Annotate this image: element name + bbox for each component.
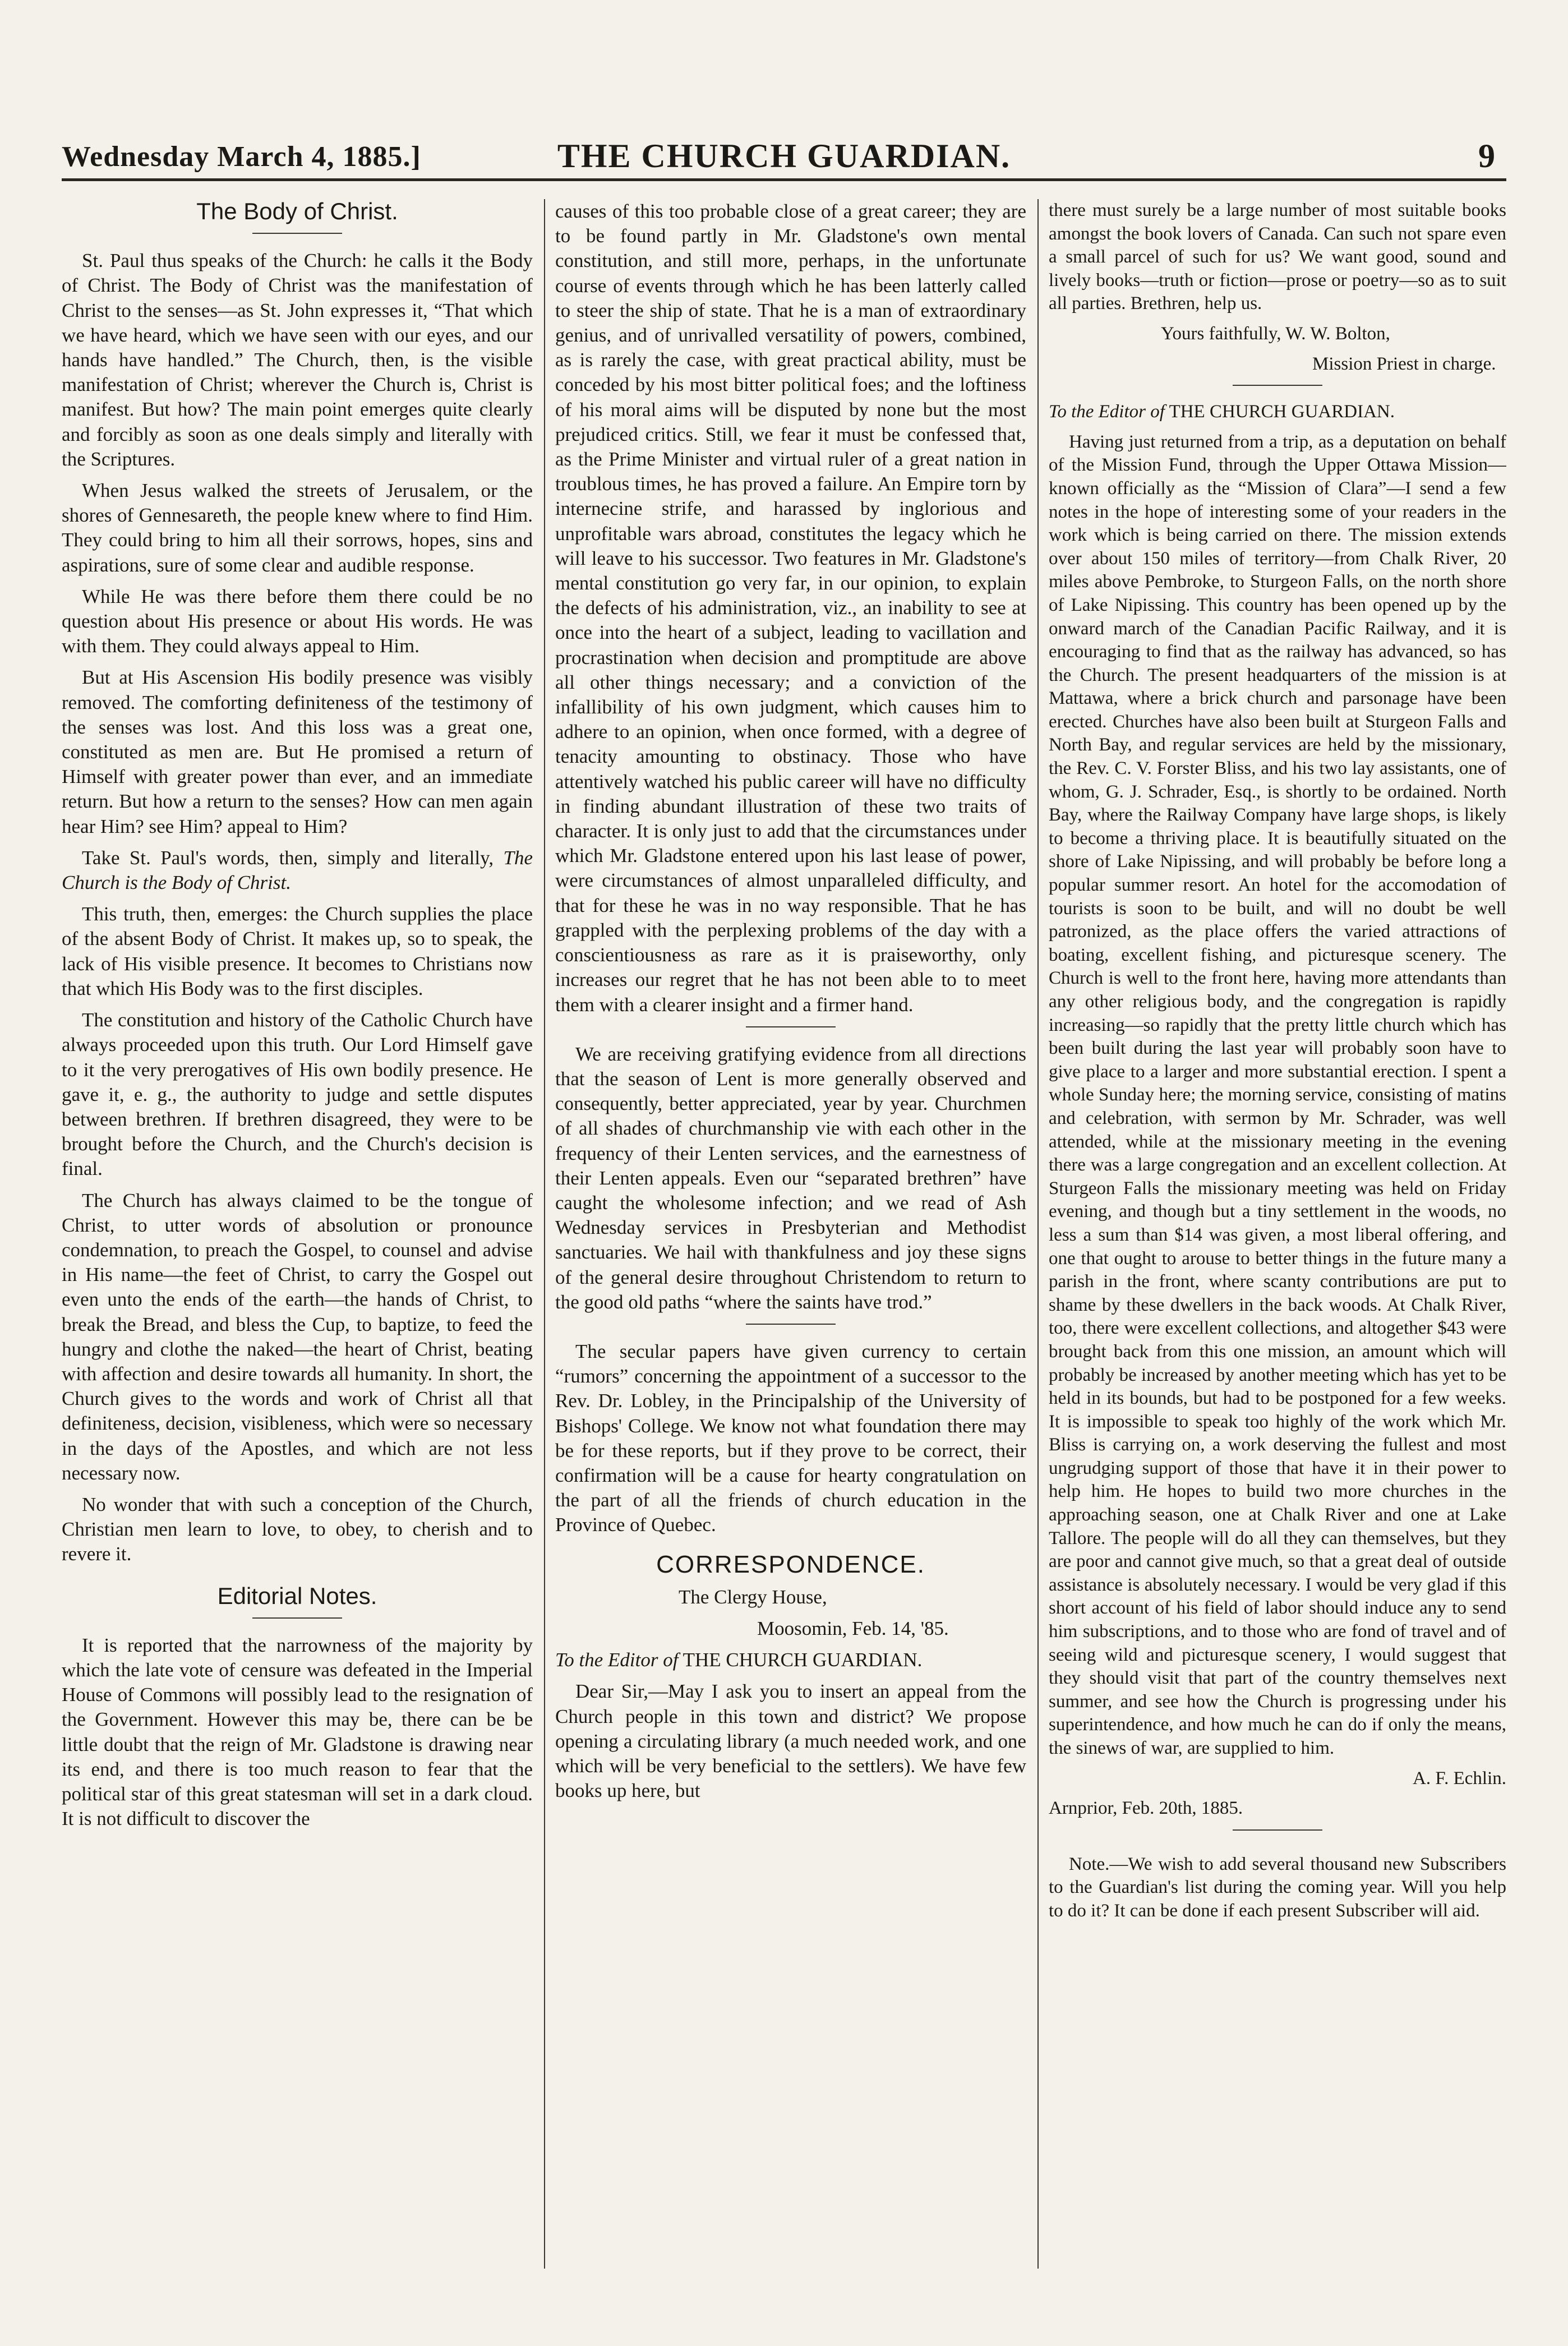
paragraph: No wonder that with such a conception of the Church, Christian men learn to love, to obey, to cherish and to revere it. — [62, 1493, 533, 1565]
short-rule — [1233, 1829, 1322, 1831]
masthead-rule — [62, 178, 1506, 181]
italic-quote: The Church is the Body of Christ. — [62, 846, 533, 894]
short-rule — [252, 233, 342, 234]
paragraph: The constitution and history of the Catholic Church have always proceeded upon this truth. Our Lord Himself gave to it the very prerogatives of His own bodily presence. He gave it, e. g., the authority to judge and settle disputes between brethren. If brethren disagreed, they were to be brought before the Church, and the Church's decision is final. — [62, 1009, 533, 1180]
paragraph: This truth, then, emerges: the Church supplies the place of the absent Body of Christ. It makes up, so to speak, the lack of His visible presence. It becomes to Christians now that which His Body was to the first disciples. — [62, 903, 533, 999]
signature: A. F. Echlin. — [1413, 1768, 1506, 1789]
letter-salutation — [555, 1648, 1026, 1672]
letter-salutation — [1049, 400, 1506, 424]
article-heading: The Body of Christ. — [196, 199, 398, 224]
paragraph: While He was there before them there could be no question about His presence or about His words. He was with them. They could always appeal to Him. — [62, 585, 533, 657]
column-1 — [62, 199, 533, 2274]
column-2 — [555, 199, 1026, 2274]
paragraph: The Church has always claimed to be the tongue of Christ, to utter words of absolution or pronounce condemnation, to preach the Gospel, to counsel and advise in His name—the feet of Christ, to carry the Gospel out even unto the ends of the earth—the hands of Christ, to break the Bread, and bless the Cup, to baptize, to feed the hungry and clothe the naked—the heart of Christ, beating with affection and desire towards all humanity. In short, the Church gives to the words and work of Christ all that definiteness, decision, visibleness, which were so necessary in the days of the Apostles, and which are not less necessary now. — [62, 1189, 533, 1484]
text-run: THE CHURCH GUARDIAN. — [1169, 402, 1395, 422]
text-run: To the Editor of — [1049, 402, 1165, 422]
letter-address: Moosomin, Feb. 14, '85. — [757, 1617, 949, 1639]
issue-date: Wednesday March 4, 1885.] — [62, 141, 421, 173]
paragraph: St. Paul thus speaks of the Church: he calls it the Body of Christ. The Body of Christ was the manifestation of Christ to the senses—as St. John expresses it, “That which we have heard, which we have seen with our eyes, and our hands have handled.” The Church, then, is the visible manifestation of Christ; wherever the Church is, Christ is manifest. But how? The main point emerges quite clearly and forcibly as soon as one deals simply and literally with the Scriptures. — [62, 250, 533, 470]
column-divider — [544, 199, 545, 2269]
paragraph: Having just returned from a trip, as a deputation on behalf of the Mission Fund, through the Upper Ottawa Mission—known officially as the “Mission of Clara”—I send a few notes in the hope of interesting some of your readers in the work which is being carried on there. The mission extends over about 150 miles of territory—from Chalk River, 20 miles above Pembroke, to Sturgeon Falls, on the north shore of Lake Nipissing. This country has been opened up by the onward march of the Canadian Pacific Railway, and it is encouraging to find that as the railway has advanced, so has the Church. The present headquarters of the mission is at Mattawa, where a brick church and parsonage have been erected. Churches have also been built at Sturgeon Falls and North Bay, and regular services are held by the missionary, the Rev. C. V. Forster Bliss, and his two lay assistants, one of whom, G. J. Schrader, Esq., is shortly to be ordained. North Bay, where the Railway Company have large shops, is likely to become a thriving place. It is beautifully situated on the shore of Lake Nipissing, and will probably be before long a popular summer resort. An hotel for the accomodation of tourists is soon to be built, and will no doubt be well patronized, as the place offers the varied attractions of boating, excellent fishing, and picturesque scenery. The Church is well to the front here, having more attendants than any other religious body, and the congregation is rapidly increasing—so rapidly that the pretty little church which has been built during the last year will probably soon have to give place to a larger and more substantial erection. I spent a whole Sunday here; the morning service, consisting of matins and celebration, with sermon by Mr. Schrader, was well attended, while at the missionary meeting in the evening there was a large congregation and an excellent collection. At Sturgeon Falls the missionary meeting was held on Friday evening, and though but a tiny settlement in the woods, no less a sum than $14 was given, a most liberal offering, and one that ought to arouse to better things in the future many a parish in the front, where scanty contributions are put to shame by these dwellers in the back woods. At Chalk River, too, there were excellent collections, and altogether $43 were brought back from this one mission, an amount which will probably be increased by another meeting which has yet to be held in its bounds, but had to be postponed for a few weeks. It is impossible to speak too highly of the work which Mr. Bliss is carrying on, a work deserving the fullest and most ungrudging support of those that have it in their power to help him. He hopes to build two more churches in the approaching season, one at Chalk River and one at Lake Tallore. The people will do all they can themselves, but they are poor and cannot give much, so that a great deal of outside assistance is absolutely necessary. I would be very glad if this short account of his field of labor should induce any to send him subscriptions, and to those who are fond of travel and of seeing wild and picturesque scenery, I would suggest that they should visit that part of the country themselves next summer, and see how the Church is progressing under his superintendence, and how much he can do if only the means, the sinews of war, are supplied to him. — [1049, 431, 1506, 1758]
paragraph: there must surely be a large number of most suitable books amongst the book lovers of Canada. Can such not spare even a small parcel of such for us? We want good, sound and lively books—truth or fiction—prose or poetry—so as to suit all parties. Brethren, help us. — [1049, 200, 1506, 314]
text-run: To the Editor of — [555, 1649, 679, 1671]
signature-title: Mission Priest in charge. — [1312, 353, 1496, 374]
text-run: THE CHURCH GUARDIAN. — [682, 1649, 923, 1671]
column-3 — [1049, 199, 1506, 2274]
short-rule — [746, 1324, 836, 1325]
short-rule — [1233, 385, 1322, 386]
section-heading: CORRESPONDENCE. — [656, 1550, 925, 1578]
paragraph: But at His Ascension His bodily presence was visibly removed. The comforting definiteness of the testimony of the senses was lost. And this loss was a great one, constituted as men are. But He promised a return of Himself with greater power than ever, and an immediate return. But how a return to the senses? How can men again hear Him? see Him? appeal to Him? — [62, 666, 533, 837]
text-run: Take St. Paul's words, then, simply and literally, — [82, 846, 494, 869]
paragraph: causes of this too probable close of a great career; they are to be found partly in Mr. Gladstone's own mental constitution, and still more, perhaps, in the unfortunate course of events through which he has been latterly called to steer the ship of state. That he is a man of extraordinary genius, and of unrivalled versatility of powers, combined, as is rarely the case, with great practical ability, must be conceded by his most bitter political foes; and the loftiness of his moral aims will be disputed by none but the most prejudiced critics. Still, we fear it must be confessed that, as the Prime Minister and virtual ruler of a great nation in troublous times, he has proved a failure. An Empire torn by internecine strife, and harassed by inglorious and unprofitable wars abroad, constitutes the legacy which he will leave to his successor. Two features in Mr. Gladstone's mental constitution go very far, in our opinion, to explain the defects of his administration, viz., an inability to see at once into the heart of a subject, leading to vacillation and procrastination when decision and promptitude are above all other things necessary; and a conviction of the infallibility of his own judgment, which causes him to adhere to an opinion, when once formed, with a degree of tenacity amounting to obstinacy. Those who have attentively watched his public career will have no difficulty in finding abundant illustration of these two traits of character. It is only just to add that the circumstances under which Mr. Gladstone entered upon his last lease of power, were circumstances of almost unparalleled difficulty, and that for these he was in no way responsible. That he has grappled with the perplexing problems of the day with a conscientiousness as rare as it is praiseworthy, only increases our regret that he has not been able to to meet them with a clearer insight and a firmer hand. — [555, 200, 1026, 1016]
column-divider — [1037, 199, 1039, 2269]
letter-address: The Clergy House, — [679, 1585, 827, 1608]
page-number: 9 — [1478, 137, 1495, 174]
subscriber-note: Note.—We wish to add several thousand new Subscribers to the Guardian's list during the coming year. Will you help to do it? It can be done if each present Subscriber will aid. — [1049, 1854, 1506, 1921]
dateline: Arnprior, Feb. 20th, 1885. — [1049, 1798, 1243, 1819]
short-rule — [252, 1617, 342, 1619]
paragraph: We are receiving gratifying evidence from all directions that the season of Lent is more generally observed and consequently, better appreciated, year by year. Churchmen of all shades of churchmanship vie with each other in the frequency of their Lenten services, and the earnestness of their Lenten appeals. Even our “separated brethren” have caught the wholesome infection; and we read of Ash Wednesday services in Presbyterian and Methodist sanctuaries. We hail with thankfulness and joy these signs of the general desire throughout Christendom to return to the good old paths “where the saints have trod.” — [555, 1043, 1026, 1313]
paragraph — [62, 846, 533, 895]
short-rule — [746, 1026, 836, 1027]
signature: Yours faithfully, W. W. Bolton, — [1161, 323, 1390, 344]
newspaper-title: THE CHURCH GUARDIAN. — [557, 137, 1011, 174]
paragraph: The secular papers have given currency to certain “rumors” concerning the appointment of a successor to the Rev. Dr. Lobley, in the Principalship of the University of Bishops' College. We know not what foundation there may be for these reports, but if they prove to be correct, their confirmation will be a cause for hearty congratulation on the part of all the friends of church education in the Province of Quebec. — [555, 1340, 1026, 1536]
section-heading: Editorial Notes. — [217, 1582, 377, 1609]
masthead — [62, 129, 1506, 174]
paragraph: When Jesus walked the streets of Jerusalem, or the shores of Gennesareth, the people knew where to find Him. They could bring to him all their sorrows, hopes, sins and aspirations, sure of some clear and audible response. — [62, 480, 533, 576]
paragraph: Dear Sir,—May I ask you to insert an appeal from the Church people in this town and district? We propose opening a circulating library (a much needed work, and one which will be very beneficial to the settlers). We have few books up here, but — [555, 1680, 1026, 1802]
paragraph: It is reported that the narrowness of the majority by which the late vote of censure was defeated in the Imperial House of Commons will possibly lead to the resignation of the Government. However this may be, there can be be little doubt that the reign of Mr. Gladstone is drawing near its end, and there is too much reason to fear that the political star of this great statesman will set in a dark cloud. It is not difficult to discover the — [62, 1634, 533, 1830]
newspaper-page — [62, 112, 1506, 2299]
